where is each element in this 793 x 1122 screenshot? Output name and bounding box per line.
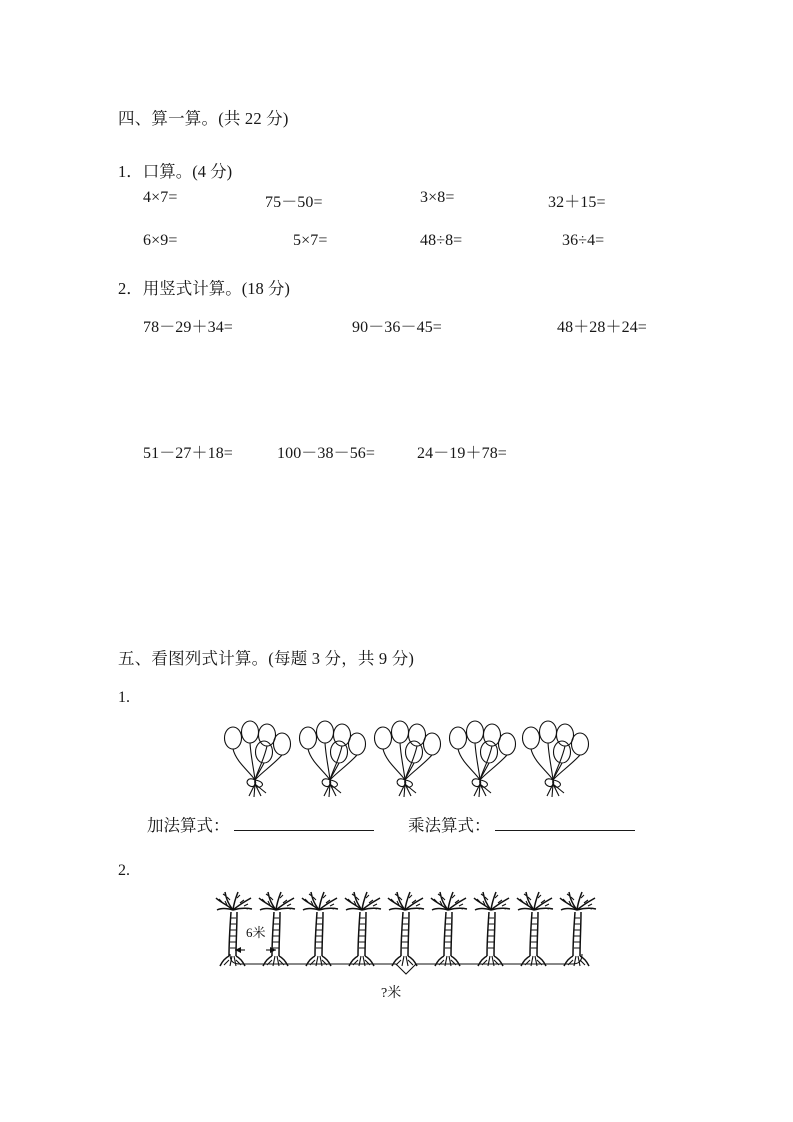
section-five-problem1-number: 1. bbox=[118, 689, 130, 706]
vertical-expr-2-3: 24－19＋78= bbox=[417, 445, 507, 462]
oral-expr-2-1: 6×9= bbox=[143, 232, 178, 249]
vertical-expr-1-1: 78－29＋34= bbox=[143, 319, 233, 336]
vertical-calc-row-2 bbox=[0, 440, 793, 464]
oral-expr-1-4: 32＋15= bbox=[548, 194, 606, 211]
total-length-label: ?米 bbox=[381, 986, 402, 1001]
total-span-brace bbox=[228, 952, 584, 980]
vertical-expr-2-2: 100－38－56= bbox=[277, 445, 376, 462]
gap-measurement-label: 6米 bbox=[246, 925, 266, 940]
addition-formula-blank[interactable] bbox=[234, 830, 374, 831]
section-four-item1-label: 1．口算。(4 分) bbox=[118, 162, 233, 181]
multiplication-formula-blank[interactable] bbox=[495, 830, 635, 831]
oral-calc-row-2 bbox=[0, 232, 793, 256]
vertical-expr-2-1: 51－27＋18= bbox=[143, 445, 233, 462]
section-four-item2-label: 2．用竖式计算。(18 分) bbox=[118, 279, 290, 298]
oral-expr-2-4: 36÷4= bbox=[562, 232, 605, 249]
addition-formula-label: 加法算式： bbox=[147, 816, 230, 835]
addition-formula-answer bbox=[147, 812, 374, 836]
oral-expr-1-2: 75－50= bbox=[265, 194, 323, 211]
oral-expr-2-2: 5×7= bbox=[293, 232, 328, 249]
balloon-clusters-figure bbox=[224, 722, 596, 800]
oral-expr-2-3: 48÷8= bbox=[420, 232, 463, 249]
multiplication-formula-answer bbox=[408, 812, 635, 836]
section-five-problem2-number: 2. bbox=[118, 862, 130, 879]
vertical-calc-row-1 bbox=[0, 314, 793, 338]
vertical-expr-1-3: 48＋28＋24= bbox=[557, 319, 647, 336]
section-four-heading: 四、算一算。(共 22 分) bbox=[118, 109, 289, 128]
section-five-heading: 五、看图列式计算。(每题 3 分，共 9 分) bbox=[118, 649, 415, 668]
multiplication-formula-label: 乘法算式： bbox=[408, 816, 491, 835]
oral-calc-row-1 bbox=[0, 189, 793, 213]
vertical-expr-1-2: 90－36－45= bbox=[352, 319, 442, 336]
oral-expr-1-3: 3×8= bbox=[420, 189, 455, 206]
oral-expr-1-1: 4×7= bbox=[143, 189, 178, 206]
